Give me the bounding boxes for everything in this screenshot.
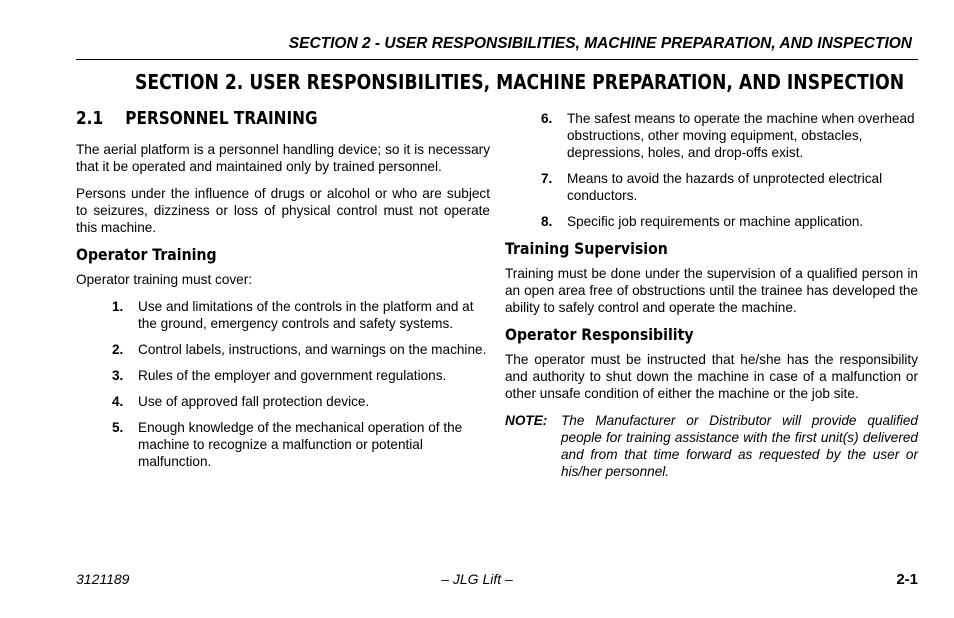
list-item-text: Control labels, instructions, and warnings on the machine. — [138, 342, 487, 357]
heading-text: PERSONNEL TRAINING — [125, 108, 318, 129]
left-column — [76, 110, 490, 480]
list-item-number: 5. — [112, 420, 124, 435]
right-column — [505, 110, 918, 480]
list-item-number: 2. — [112, 342, 124, 357]
list-item-text: Specific job requirements or machine application. — [567, 214, 864, 229]
note-label: NOTE: — [505, 413, 548, 428]
note-text: The Manufacturer or Distributor will provide qualified people for training assistance with the first unit(s) delivered and from that time forward as requested by the user or his/her personnel. — [561, 413, 918, 479]
list-item-number: 6. — [541, 111, 553, 126]
section-title: SECTION 2. USER RESPONSIBILITIES, MACHINE PREPARATION, AND INSPECTION — [134, 70, 905, 94]
header-rule — [76, 59, 918, 60]
operator-training-intro: Operator training must cover: — [76, 272, 253, 287]
list-item — [76, 298, 490, 332]
list-item-number: 1. — [112, 299, 124, 314]
personnel-training-heading — [76, 110, 428, 127]
list-item — [505, 170, 918, 204]
footer-center: – JLG Lift – — [441, 571, 513, 587]
list-item-text: Enough knowledge of the mechanical operation of the machine to recognize a malfunction or potential malfunction. — [138, 420, 463, 469]
heading-number: 2.1 — [76, 108, 104, 129]
list-item-text: Use and limitations of the controls in the platform and at the ground, emergency controls and safety systems. — [138, 299, 474, 331]
footer-page-number: 2-1 — [896, 571, 918, 588]
list-item-text: Means to avoid the hazards of unprotected electrical conductors. — [567, 171, 883, 203]
operator-responsibility-heading: Operator Responsibility — [505, 325, 694, 344]
training-supervision-text: Training must be done under the supervision of a qualified person in an open area free of obstructions until the trainee has developed the ability to safely control and operate the machine. — [505, 266, 918, 315]
training-supervision-heading: Training Supervision — [505, 239, 668, 258]
list-item — [76, 393, 490, 410]
list-item-number: 4. — [112, 394, 124, 409]
list-item-number: 3. — [112, 368, 124, 383]
intro-paragraph: The aerial platform is a personnel handling device; so it is necessary that it be operated and maintained only by trained personnel. — [76, 142, 490, 174]
footer-doc-number: 3121189 — [76, 571, 130, 587]
operator-training-heading: Operator Training — [76, 245, 217, 264]
list-item-text: Rules of the employer and government regulations. — [138, 368, 447, 383]
list-item — [505, 213, 918, 230]
training-list-left — [76, 298, 490, 470]
training-list-right — [505, 110, 918, 230]
restriction-paragraph: Persons under the influence of drugs or alcohol or who are subject to seizures, dizziness or loss of physical control must not operate this machine. — [76, 186, 490, 235]
running-header: SECTION 2 - USER RESPONSIBILITIES, MACHINE PREPARATION, AND INSPECTION — [288, 35, 912, 52]
list-item-number: 7. — [541, 171, 553, 186]
note-block — [505, 412, 918, 480]
list-item — [76, 419, 490, 470]
list-item — [76, 341, 490, 358]
list-item — [505, 110, 918, 161]
list-item-text: Use of approved fall protection device. — [138, 394, 370, 409]
list-item — [76, 367, 490, 384]
list-item-number: 8. — [541, 214, 553, 229]
operator-responsibility-text: The operator must be instructed that he/she has the responsibility and authority to shut down the machine in case of a malfunction or other unsafe condition of either the machine or the job site. — [505, 352, 918, 401]
list-item-text: The safest means to operate the machine when overhead obstructions, other moving equipment, obstacles, depressions, holes, and drop-offs exist. — [567, 111, 915, 160]
